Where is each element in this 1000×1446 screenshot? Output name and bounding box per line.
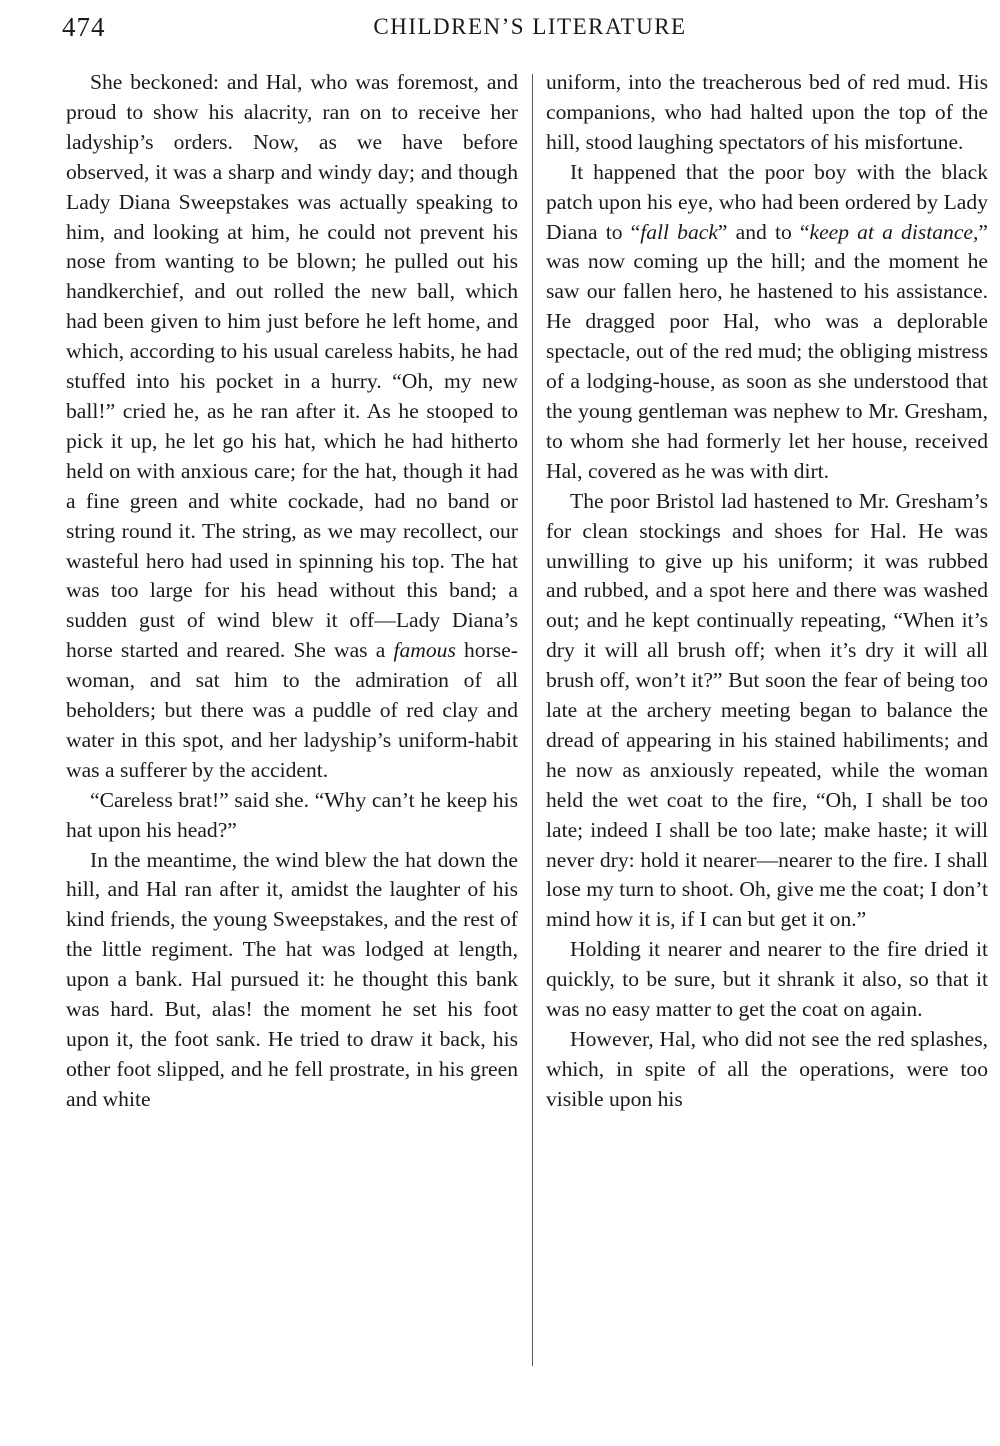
running-head: CHILDREN’S LITERATURE	[373, 14, 687, 39]
paragraph-text: It happened that the poor boy with the black patch upon his eye, who had been ordered by Lady Diana to “	[546, 159, 988, 244]
paragraph	[546, 158, 988, 487]
right-column	[546, 68, 988, 1115]
italic-text: fall back	[640, 219, 718, 244]
paragraph: “Careless brat!” said she. “Why can’t he keep his hat upon his head?”	[66, 787, 518, 842]
paragraph	[66, 68, 518, 786]
paragraph: The poor Bristol lad hastened to Mr. Gresham’s for clean stockings and shoes for Hal. He was unwilling to give up his uniform; it was rubbed and rubbed, and a spot here and there was washed out; and he kept continually repeating, “When it’s dry it will all brush off; when it’s dry it will all brush off, won’t it?” But soon the fear of being too late at the archery meeting began to balance the dread of appearing in his stained habiliments; and he now as anxiously repeated, while the woman held the wet coat to the fire, “Oh, I shall be too late; indeed I shall be too late; make haste; it will never dry: hold it nearer—nearer to the fire. I shall lose my turn to shoot. Oh, give me the coat; I don’t mind how it is, if I can but get it on.”	[546, 488, 988, 932]
paragraph: However, Hal, who did not see the red splashes, which, in spite of all the operations, were too visible upon his	[546, 1027, 988, 1111]
italic-text: famous	[393, 638, 456, 663]
column-rule	[532, 74, 533, 1366]
paragraph-text: ” was now coming up the hill; and the moment he saw our fallen hero, he hastened to his assistance. He dragged poor Hal, who was a deplorable spectacle, out of the red mud; the obliging mistress of a lodging-house, as soon as she understood that the young gentleman was nephew to Mr. Gresham, to whom she had formerly let her house, received Hal, covered as he was with dirt.	[546, 219, 988, 483]
page-number: 474	[62, 12, 106, 42]
paragraph: uniform, into the treacherous bed of red mud. His companions, who had halted upon the top of the hill, stood laughing spectators of his misfortune.	[546, 70, 988, 154]
italic-text: keep at a distance,	[809, 219, 979, 244]
paragraph: Holding it nearer and nearer to the fire dried it quickly, to be sure, but it shrank it also, so that it was no easy matter to get the coat on again.	[546, 937, 988, 1022]
paragraph-text: ” and to “	[717, 219, 810, 244]
paragraph-text: She beckoned: and Hal, who was foremost, and proud to show his alacrity, ran on to receive her ladyship’s orders. Now, as we have before observed, it was a sharp and windy day; and though Lady Diana Sweepstakes was actually speaking to him, and looking at him, he could not prevent his nose from wanting to be blown; he pulled out his handkerchief, and out rolled the new ball, which had been given to him just before he left home, and which, according to his usual careless habits, he had stuffed into his pocket in a hurry. “Oh, my new ball!” cried he, as he ran after it. As he stooped to pick it up, he let go his hat, which he had hitherto held on with anxious care; for the hat, though it had a fine green and white cockade, had no band or string round it. The string, as we may recollect, our wasteful hero had used in spinning his top. The hat was too large for his head without this band; a sudden gust of wind blew it off—Lady Diana’s horse started and reared. She was a	[66, 70, 518, 663]
paragraph-text: horse-woman, and sat him to the admiration of all beholders; but there was a puddle of red clay and water in this spot, and her ladyship’s uniform-habit was a sufferer by the accident.	[66, 638, 518, 782]
paragraph: In the meantime, the wind blew the hat down the hill, and Hal ran after it, amidst the laughter of his kind friends, the young Sweepstakes, and the rest of the little regiment. The hat was lodged at length, upon a bank. Hal pursued it: he thought this bank was hard. But, alas! the moment he set his foot upon it, the foot sank. He tried to draw it back, his other foot slipped, and he fell prostrate, in his green and white	[66, 847, 518, 1111]
left-column	[66, 68, 518, 1115]
